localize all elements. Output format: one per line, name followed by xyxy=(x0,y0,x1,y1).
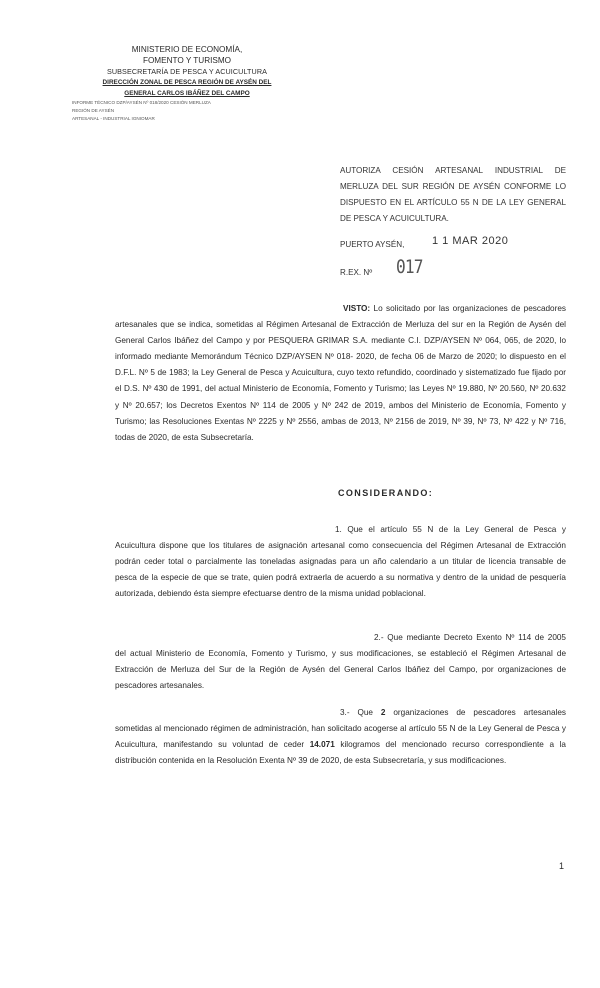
resolution-title: AUTORIZA CESIÓN ARTESANAL INDUSTRIAL DE MERLUZA DEL SUR REGIÓN DE AYSÉN CONFORME LO DISPUESTO EN EL ARTÍCULO 55 N DE LA LEY GENERAL DE PESCA Y ACUICULTURA. xyxy=(340,166,566,223)
visto-paragraph xyxy=(115,301,566,446)
direccion-line: DIRECCIÓN ZONAL DE PESCA REGIÓN DE AYSÉN DEL xyxy=(102,79,272,86)
para3-text-e: kilogramos del mencionado recurso correspondiente a la distribución contenida en la Resolución Exenta Nº 39 de 2020, de esta Subsecretaría, y sus modificaciones. xyxy=(115,740,566,766)
considerando-paragraph-1: 1. Que el artículo 55 N de la Ley General de Pesca y Acuicultura dispone que los titulares de asignación artesanal como consecuencia del Régimen Artesanal de Extracción podrán ceder total o parcialmente las toneladas asignadas para un año calendario a un titular de licencia transable de pesca de la especie de que se trate, quien podrá extraerla de acuerdo a su normativa y dentro de la unidad de pesquería autorizada, debiendo ésta siempre efectuarse dentro de la misma unidad poblacional. xyxy=(115,525,566,599)
reference-line-1: INFORME TÉCNICO DZP/AYSÉN Nº 018/2020 CESIÓN MERLUZA xyxy=(72,100,211,105)
rex-label: R.EX. Nº xyxy=(340,268,373,277)
visto-text: Lo solicitado por las organizaciones de pescadores artesanales que se indica, sometidas al Régimen Artesanal de Extracción de Merluza del sur en la Región de Aysén del General Carlos Ibáñez del Campo y por PESQUERA GRIMAR S.A. mediante C.I. DZP/AYSEN Nº 064, 065, de 2020, lo informado mediante Memorándum Técnico DZP/AYSEN Nº 018- 2020, de fecha 06 de Marzo de 2020; lo dispuesto en el D.F.L. Nº 5 de 1983; la Ley General de Pesca y Acuicultura, cuyo texto refundido, coordinado y sistematizado fue fijado por el D.S. Nº 430 de 1991, del actual Ministerio de Economía, Fomento y Turismo; las Leyes Nº 19.880, Nº 20.560, Nº 20.632 y Nº 20.657; los Decretos Exentos Nº 114 de 2005 y Nº 242 de 2019, ambos del Ministerio de Economía, Fomento y Turismo; las Resoluciones Exentas Nº 2225 y Nº 2556, ambas de 2013, Nº 2156 de 2019, Nº 39, Nº 73, Nº 422 y Nº 716, todas de 2020, de esta Subsecretaría. xyxy=(115,304,566,442)
letterhead xyxy=(72,44,302,123)
reference-line-2: REGIÓN DE AYSÉN xyxy=(72,108,115,113)
page-number: 1 xyxy=(559,861,565,871)
para3-text-c: organizaciones de pescadores artesanales sometidas al mencionado régimen de administración, han solicitado acogerse al artículo 55 N de la Ley General de Pesca y Acuicultura, manifestando su voluntad de ceder xyxy=(115,708,566,750)
stamped-date: 1 1 MAR 2020 xyxy=(432,235,509,247)
direccion-line-2: GENERAL CARLOS IBÁÑEZ DEL CAMPO xyxy=(124,90,250,97)
para3-text-a: 3.- Que xyxy=(340,708,381,717)
organizations-count: 2 xyxy=(380,708,386,717)
considerando-paragraph-2: 2.- Que mediante Decreto Exento Nº 114 de 2005 del actual Ministerio de Economía, Fomento y Turismo, y sus modificaciones, se estableció el Régimen Artesanal de Extracción de Merluza del Sur de la Región de Aysén del General Carlos Ibáñez del Campo, por organizaciones de pescadores artesanales. xyxy=(115,633,566,691)
reference-line-3: ARTESANAL - INDUSTRIAL IGNIOMAR xyxy=(72,116,155,121)
ministry-line-2: FOMENTO Y TURISMO xyxy=(142,56,232,65)
subsecretaria-line: SUBSECRETARÍA DE PESCA Y ACUICULTURA xyxy=(106,67,268,76)
ministry-line: MINISTERIO DE ECONOMÍA, xyxy=(131,45,243,54)
location: PUERTO AYSÉN, xyxy=(340,240,405,249)
kilograms-amount: 14.071 xyxy=(309,740,335,750)
visto-label: VISTO: xyxy=(343,304,371,313)
considerando-heading: CONSIDERANDO: xyxy=(338,488,434,498)
considerando-paragraph-3 xyxy=(115,705,566,769)
rex-number: 017 xyxy=(396,256,423,278)
